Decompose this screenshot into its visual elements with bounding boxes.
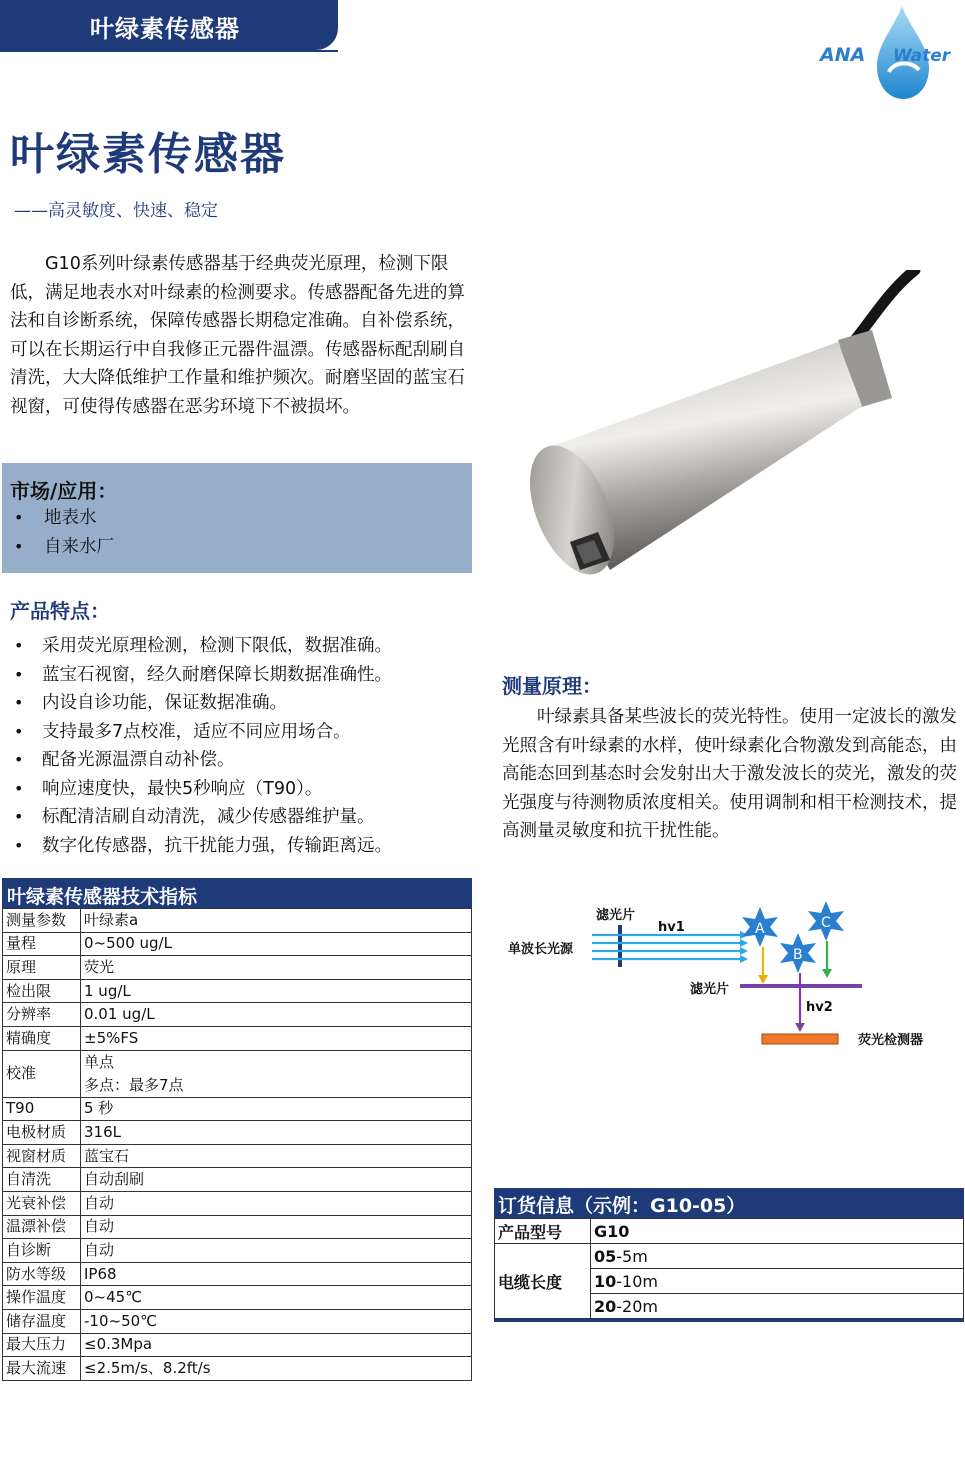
svg-text:C: C [821, 915, 831, 931]
spec-value-line: 单点 [84, 1052, 115, 1071]
feature-item: • 内设自诊功能，保证数据准确。 [10, 689, 480, 718]
table-row [3, 1144, 472, 1168]
table-row [3, 1215, 472, 1239]
table-row [3, 1357, 472, 1381]
spec-key: 自诊断 [3, 1239, 81, 1263]
svg-text:B: B [793, 947, 803, 963]
table-row [495, 1219, 964, 1244]
diagram-filter1-label: 滤光片 [596, 908, 636, 923]
spec-key: 校准 [3, 1050, 81, 1097]
table-row [3, 1191, 472, 1215]
spec-value: 自动 [81, 1215, 472, 1239]
spec-value: IP68 [81, 1262, 472, 1286]
table-row [3, 1262, 472, 1286]
market-item: • 地表水 [10, 504, 464, 533]
spec-value: 蓝宝石 [81, 1144, 472, 1168]
spec-value: -10~50℃ [81, 1309, 472, 1333]
order-model-label: 产品型号 [495, 1219, 591, 1244]
product-photo [520, 270, 950, 590]
market-heading: 市场/应用： [10, 479, 118, 503]
feature-item: • 响应速度快，最快5秒响应（T90）。 [10, 775, 480, 804]
diagram-detector [762, 1034, 838, 1044]
diagram-detector-label: 荧光检测器 [858, 1033, 924, 1048]
spec-value: ≤0.3Mpa [81, 1333, 472, 1357]
table-row [3, 1050, 472, 1097]
star-c-icon [808, 901, 844, 941]
spec-key: 原理 [3, 956, 81, 980]
order-bottom-rule [494, 1319, 964, 1322]
page-subtitle: ——高灵敏度、快速、稳定 [14, 201, 218, 221]
features-list [10, 632, 480, 860]
table-row [3, 1239, 472, 1263]
spec-table-heading: 叶绿素传感器技术指标 [2, 878, 472, 908]
feature-item: • 数字化传感器，抗干扰能力强，传输距离远。 [10, 832, 480, 861]
diagram-filter2-label: 滤光片 [690, 982, 730, 997]
spec-key: 操作温度 [3, 1286, 81, 1310]
header-tab [0, 0, 338, 50]
order-model-value: G10 [591, 1219, 964, 1244]
spec-value: 自动 [81, 1191, 472, 1215]
spec-value: 0.01 ug/L [81, 1003, 472, 1027]
spec-value: 叶绿素a [81, 909, 472, 933]
table-row [3, 979, 472, 1003]
logo-text-water: Water [893, 46, 951, 66]
table-row [3, 1121, 472, 1145]
spec-value: 荧光 [81, 956, 472, 980]
feature-item: • 蓝宝石视窗，经久耐磨保障长期数据准确性。 [10, 661, 480, 690]
principle-heading: 测量原理： [502, 674, 602, 698]
table-row [3, 1026, 472, 1050]
table-row [3, 1168, 472, 1192]
table-row [3, 1097, 472, 1121]
spec-key: 最大流速 [3, 1357, 81, 1381]
table-row [3, 1286, 472, 1310]
order-heading: 订货信息（示例：G10-05） [494, 1188, 964, 1218]
features-heading: 产品特点： [10, 599, 110, 623]
market-list [10, 504, 464, 561]
diagram-beams [592, 935, 740, 959]
spec-value: 0~500 ug/L [81, 932, 472, 956]
spec-value: 316L [81, 1121, 472, 1145]
star-a-icon [742, 907, 778, 947]
spec-table [2, 908, 472, 1381]
feature-item: • 标配清洁刷自动清洗，减少传感器维护量。 [10, 803, 480, 832]
features-section [10, 595, 480, 860]
principle-section [502, 670, 960, 846]
star-b-icon [780, 933, 816, 973]
table-row [3, 1333, 472, 1357]
spec-key: 精确度 [3, 1026, 81, 1050]
spec-key: 测量参数 [3, 909, 81, 933]
spec-key: 储存温度 [3, 1309, 81, 1333]
spec-key: 电极材质 [3, 1121, 81, 1145]
spec-key: 自清洗 [3, 1168, 81, 1192]
spec-key: 防水等级 [3, 1262, 81, 1286]
principle-text: 叶绿素具备某些波长的荧光特性。使用一定波长的激发光照含有叶绿素的水样，使叶绿素化合物激发到高能态，由高能态回到基态时会发射出大于激发波长的荧光，激发的荧光强度与待测物质浓度相关。使用调制和相干检测技术，提高测量灵敏度和抗干扰性能。 [502, 707, 957, 841]
logo-text-ana: ANA [820, 44, 866, 66]
spec-key: 最大压力 [3, 1333, 81, 1357]
page-title: 叶绿素传感器 [10, 129, 286, 180]
header-tab-title: 叶绿素传感器 [90, 15, 240, 43]
table-row [3, 1309, 472, 1333]
order-cable-option: 05-5m [591, 1244, 964, 1269]
svg-text:A: A [755, 921, 765, 937]
brand-logo [815, 4, 960, 104]
table-row [3, 956, 472, 980]
table-row [495, 1244, 964, 1269]
spec-value: 自动 [81, 1239, 472, 1263]
spec-value: ±5%FS [81, 1026, 472, 1050]
order-cable-option: 10-10m [591, 1269, 964, 1294]
order-info-section [494, 1188, 964, 1322]
spec-key: 量程 [3, 932, 81, 956]
table-row [3, 1003, 472, 1027]
feature-item: • 支持最多7点校准，适应不同应用场合。 [10, 718, 480, 747]
order-table [494, 1218, 964, 1319]
spec-key: 光衰补偿 [3, 1191, 81, 1215]
spec-value: 自动刮刷 [81, 1168, 472, 1192]
spec-key: 温漂补偿 [3, 1215, 81, 1239]
table-row [3, 909, 472, 933]
header-rule [0, 50, 338, 52]
order-cable-label: 电缆长度 [495, 1244, 591, 1319]
spec-value-line: 多点：最多7点 [84, 1075, 184, 1094]
feature-item: • 配备光源温漂自动补偿。 [10, 746, 480, 775]
diagram-hv2-label: hv2 [806, 1000, 833, 1015]
spec-value: 0~45℃ [81, 1286, 472, 1310]
spec-value: 5 秒 [81, 1097, 472, 1121]
order-cable-option: 20-20m [591, 1294, 964, 1319]
spec-value: ≤2.5m/s、8.2ft/s [81, 1357, 472, 1381]
spec-key: T90 [3, 1097, 81, 1121]
spec-value: 1 ug/L [81, 979, 472, 1003]
diagram-hv1-label: hv1 [658, 920, 685, 935]
fluorescence-diagram [500, 895, 960, 1065]
spec-table-section [2, 878, 472, 1381]
spec-value [81, 1050, 472, 1097]
spec-key: 视窗材质 [3, 1144, 81, 1168]
intro-paragraph: G10系列叶绿素传感器基于经典荧光原理，检测下限低，满足地表水对叶绿素的检测要求。传感器配备先进的算法和自诊断系统，保障传感器长期稳定准确。自补偿系统，可以在长期运行中自我修正元器件温漂。传感器标配刮刷自清洗，大大降低维护工作量和维护频次。耐磨坚固的蓝宝石视窗，可使得传感器在恶劣环境下不被损坏。 [10, 254, 465, 417]
diagram-source-label: 单波长光源 [508, 942, 574, 957]
table-row [3, 932, 472, 956]
spec-key: 分辨率 [3, 1003, 81, 1027]
spec-key: 检出限 [3, 979, 81, 1003]
feature-item: • 采用荧光原理检测，检测下限低，数据准确。 [10, 632, 480, 661]
market-item: • 自来水厂 [10, 533, 464, 562]
market-section [2, 463, 472, 573]
